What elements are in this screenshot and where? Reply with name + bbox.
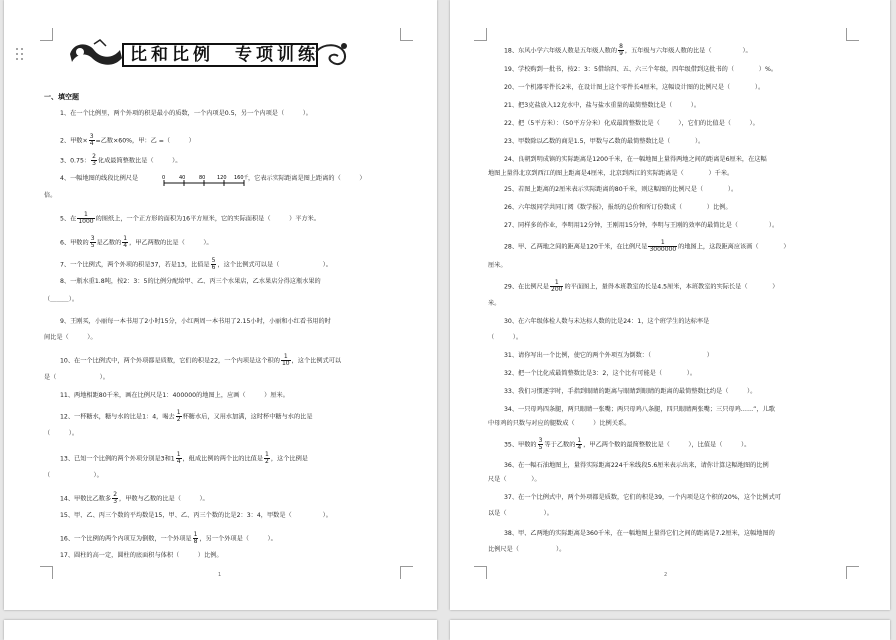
crop-mark [474,566,487,579]
document-page-4 [450,620,890,640]
question-10: 10、在一个比例式中，两个外项都是质数，它们的积是22，一个内项是这个积的 $\frac{1}{10}$ ，这个比例式可以 [60,353,342,367]
question-25: 25、若图上距离的2厘米表示实际距离的80千米，则这幅图的比例尺是（ ）。 [504,186,738,193]
fraction: $\frac{1}{1000}$ [78,211,94,225]
question-22: 22、把（5平方米）：（50平方分米）化成最简整数比是（ ），它们的比值是（ ）。 [504,120,759,127]
question-30: 30、在六年级体检人数与未达标人数的比是24：1，这个班学生的达标率是 [504,318,710,325]
question-37: 37、在一个比例式中，两个外项都是质数，它们的积是39，一个内项是这个积的20%，这个比例式可 [504,494,781,501]
question-26: 26、六年级同学共同订阅《数学报》，报纸的总价和所订份数成（ ）比例。 [504,204,732,211]
fraction: $\frac{3}{4}$ [89,133,94,147]
question-23: 23、甲数除以乙数的商是1.5，甲数与乙数的最简整数比是（ ）。 [504,138,705,145]
question-12: 12、一杯糖水，糖与水的比是1：4，喝去 $\frac{1}{2}$ 杯糖水后，又用水加满，这时杯中糖与水的比是 [60,409,313,423]
fraction: $\frac{8}{9}$ [619,43,623,57]
question-18: 18、东风小学六年级人数是五年级人数的 $\frac{8}{9}$ ，五年级与六年级人数的比是（ ）。 [504,43,752,57]
question-13-cont: （ ）。 [44,472,103,479]
fraction: $\frac{3}{5}$ [538,437,543,451]
question-4-cont: 倍。 [44,192,57,199]
question-34: 34、一只母鸡四条腿，两只眼睛一张嘴；两只母鸡八条腿，四只眼睛两张嘴；三只母鸡……”，儿歌 [504,406,775,413]
page-number: 2 [664,572,668,578]
question-36-cont: 尺是（ ）。 [488,476,541,483]
question-8: 8、一瓶水重1.8吨，按2：3：5的比例分配给甲、乙、丙三个水果店，乙水果店分得这瓶水果的 [60,278,321,285]
question-4-cont: ，它表示实际距离是图上距离的（ ） [248,175,366,182]
fraction: $\frac{2}{3}$ [113,491,118,505]
fraction: $\frac{3}{5}$ [90,235,95,249]
question-29-cont: 米。 [488,300,501,307]
fraction: $\frac{1}{10}$ [281,353,290,367]
question-10-cont: 是（ ）。 [44,374,109,381]
question-4: 4、一幅地图的线段比例尺是 [60,175,139,182]
crop-mark [400,28,413,41]
question-24: 24、良朝到明成镇的实际距离是1200千米，在一幅地图上量得两地之间的距离是6厘米，在这幅 [504,156,767,163]
question-33: 33、我们习惯逐字时，手指到眼睛的距离与眼睛到眼睛的距离的最简整数比约是（ ）。 [504,388,757,395]
crop-mark [40,566,53,579]
question-6: 6、甲数的 $\frac{3}{5}$ 是乙数的 $\frac{1}{4}$ ，甲乙两数的比是（ ）。 [60,235,213,249]
question-36: 36、在一幅石油地图上，量得实际距离224千米线段5.6厘米表示出来，请你计算这幅地图的比例 [504,462,769,469]
question-13: 13、已知一个比例的两个外项分别是3和1 $\frac{1}{4}$ ，组成比例的两个比的比值是 $\frac{1}{2}$ ，这个比例是 [60,451,308,465]
crop-mark [474,28,487,41]
page-number: 1 [218,572,222,578]
question-31: 31、请你写出一个比例，使它的两个外项互为倒数：（ ） [504,352,713,359]
fraction: $\frac{1}{2}$ [265,451,269,465]
question-12-cont: （ ）。 [44,430,79,437]
question-28-cont: 厘米。 [488,262,507,269]
scale-label: 40 [179,175,186,181]
question-8-cont: （＿＿＿）。 [44,296,79,303]
question-38: 38、甲、乙两地的实际距离是360千米，在一幅地图上量得它们之间的距离是7.2厘米，这幅地图的 [504,530,775,537]
scroll-ornament-icon [66,38,124,70]
document-title: 比和比例 专项训练 [122,43,318,67]
fraction: $\frac{1}{3000000}$ [649,239,677,253]
crop-mark [846,566,859,579]
question-9-cont: 间比是（ ）。 [44,334,97,341]
crop-mark [40,28,53,41]
fraction: $\frac{1}{4}$ [577,437,582,451]
scale-label: 160千 [234,175,249,181]
question-1: 1、在一个比例里，两个外项的积是最小的质数，一个内项是0.5，另一个内项是（ ）。 [60,110,312,117]
question-38-cont: 比例尺是（ ）。 [488,546,566,553]
fraction: $\frac{1}{4}$ [123,235,128,249]
question-17: 17、圆柱的高一定，圆柱的底面积与体积（ ）比例。 [60,552,223,559]
fraction: $\frac{2}{3}$ [92,153,96,167]
section-heading: 一、填空题 [44,93,79,101]
map-scale-bar [162,172,249,188]
document-page-2 [450,0,890,610]
fraction: $\frac{1}{4}$ [176,451,181,465]
document-page-1 [4,0,437,610]
question-19: 19、学校购到一批书，按2：3：5借给四、五、六三个年级，四年级借到这批书的（ ）%。 [504,66,778,73]
crop-mark [846,28,859,41]
question-30-cont: （ ）。 [488,334,523,341]
question-14: 14、甲数比乙数多 $\frac{2}{3}$ ，甲数与乙数的比是（ ）。 [60,491,209,505]
fraction: $\frac{1}{200}$ [551,279,563,293]
question-11: 11、两地相距80千米，画在比例尺是1：400000的地图上，应画（ ）厘米。 [60,392,289,399]
scroll-ornament-icon [314,38,354,70]
document-page-3 [4,620,437,640]
question-7: 7、一个比例式，两个外项的积是37，若是13，比值是 $\frac{5}{6}$ ，这个比例式可以是（ ）。 [60,257,332,271]
question-32: 32、把一个比化成最简整数比是3：2，这个比有可能是（ ）。 [504,370,697,377]
question-5: 5、在 $\frac{1}{1000}$ 的图纸上，一个正方形的面积为16平方厘米，它的实际面积是（ ）平方米。 [60,211,321,225]
question-9: 9、王刚买，小丽每一本书用了2小时15分，小红两周一本书用了2.15小时，小丽和小红看书用的时 [60,318,331,325]
question-24-cont: 地图上量得北京到西江的图上距离是4厘米，北京到西江的实际距离是（ ）千米。 [488,170,734,177]
drag-handle-icon[interactable] [16,48,26,62]
fraction: $\frac{1}{2}$ [176,409,181,423]
fraction: $\frac{5}{6}$ [211,257,216,271]
scale-label: 120 [217,175,227,181]
question-27: 27、同样多的作业，李明用12分钟，王刚用15分钟，李明与王刚的效率的最简比是（ ）。 [504,222,779,229]
question-20: 20、一个机器零件长2米，在设计图上这个零件长4厘米，这幅设计图的比例尺是（ ）。 [504,84,765,91]
question-34-cont: 中母鸡的只数与对应的腿数成（ ）比例关系。 [488,420,631,427]
fraction: $\frac{1}{8}$ [193,531,198,545]
crop-mark [400,566,413,579]
question-28: 28、甲、乙两地之间的距离是120千米，在比例尺是 $\frac{1}{3000000}$ 的地图上，这段距离应该画（ ） [504,239,790,253]
question-37-cont: 以是（ ）。 [488,510,553,517]
question-2: 2、甲数× $\frac{3}{4}$ =乙数×60%，甲：乙 =（ ） [60,133,195,147]
question-3: 3、0.75： $\frac{2}{3}$ 化成最简整数比是（ ）。 [60,153,182,167]
question-16: 16、一个比例的两个内项互为倒数，一个外项是 $\frac{1}{8}$ ，另一个外项是（ ）。 [60,531,277,545]
question-21: 21、把3克盐放入12克水中，盐与盐水重量的最简整数比是（ ）。 [504,102,701,109]
question-29: 29、在比例尺是 $\frac{1}{200}$ 的平面图上，量得本班教室的长是4.5厘米，本班教室的实际长是（ ） [504,279,779,293]
question-35: 35、甲数的 $\frac{3}{5}$ 等于乙数的 $\frac{1}{4}$ ，甲乙两个数的最简整数比是（ ），比值是（ ）。 [504,437,751,451]
question-15: 15、甲、乙、丙三个数的平均数是15，甲、乙、丙三个数的比是2：3：4，甲数是（ ）。 [60,512,332,519]
scale-label: 0 [162,175,166,181]
scale-label: 80 [199,175,206,181]
